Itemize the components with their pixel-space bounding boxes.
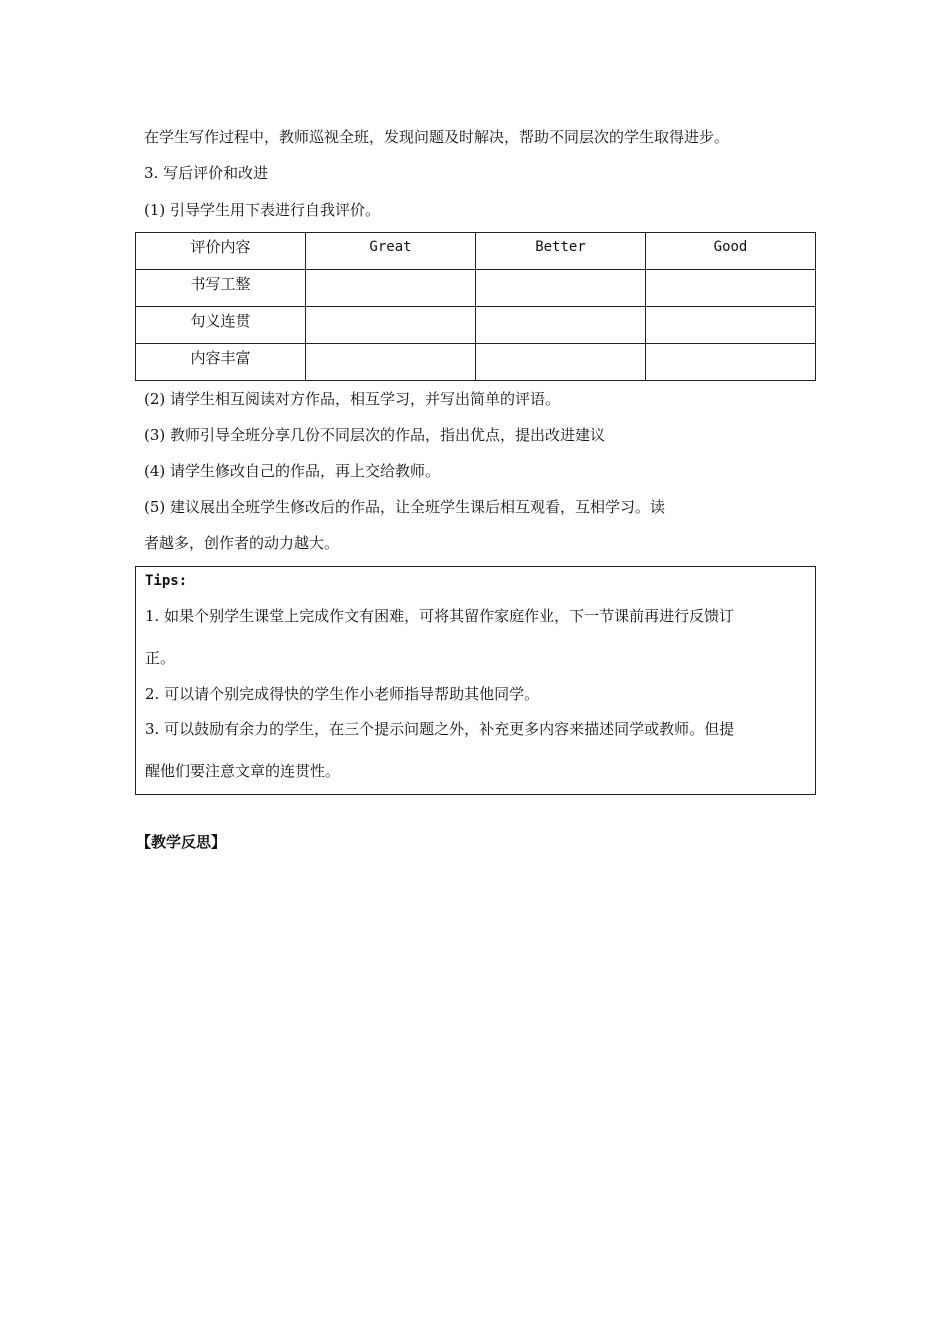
self-evaluation-table [135,232,816,381]
step-4-revise-work: (4) 请学生修改自己的作品，再上交给教师。 [144,462,441,480]
step-3-class-sharing: (3) 教师引导全班分享几份不同层次的作品，指出优点，提出改进建议 [144,426,606,444]
step-1-self-evaluation: (1) 引导学生用下表进行自我评价。 [144,201,381,219]
table-row [136,307,816,344]
header-cell-great: Great [306,233,476,270]
row-label-rich-content: 内容丰富 [136,344,306,381]
tip-3-continuation: 醒他们要注意文章的连贯性。 [145,762,341,780]
step-2-peer-reading: (2) 请学生相互阅读对方作品，相互学习，并写出简单的评语。 [144,390,561,408]
header-cell-criteria: 评价内容 [136,233,306,270]
table-cell [646,307,816,344]
tips-title: Tips: [145,573,188,589]
table-cell [306,270,476,307]
row-label-neat-handwriting: 书写工整 [136,270,306,307]
table-cell [646,270,816,307]
row-label-coherence: 句义连贯 [136,307,306,344]
table-cell [476,270,646,307]
tip-2: 2. 可以请个别完成得快的学生作小老师指导帮助其他同学。 [145,685,540,703]
tip-1: 1. 如果个别学生课堂上完成作文有困难，可将其留作家庭作业，下一节课前再进行反馈订 [145,607,735,625]
table-cell [646,344,816,381]
table-row [136,344,816,381]
step-5-continuation: 者越多，创作者的动力越大。 [144,534,340,552]
header-cell-good: Good [646,233,816,270]
paragraph-writing-process: 在学生写作过程中，教师巡视全班，发现问题及时解决，帮助不同层次的学生取得进步。 [144,128,730,146]
table-cell [306,344,476,381]
table-cell [306,307,476,344]
table-cell [476,307,646,344]
heading-post-writing-evaluation: 3. 写后评价和改进 [144,164,269,182]
table-row [136,270,816,307]
tips-box [135,566,816,795]
table-cell [476,344,646,381]
section-heading-teaching-reflection: 【教学反思】 [136,833,227,851]
tip-1-continuation: 正。 [145,649,176,667]
table-header-row [136,233,816,270]
step-5-exhibit-work: (5) 建议展出全班学生修改后的作品，让全班学生课后相互观看，互相学习。读 [144,498,666,516]
tip-3: 3. 可以鼓励有余力的学生，在三个提示问题之外，补充更多内容来描述同学或教师。但提 [145,720,735,738]
header-cell-better: Better [476,233,646,270]
